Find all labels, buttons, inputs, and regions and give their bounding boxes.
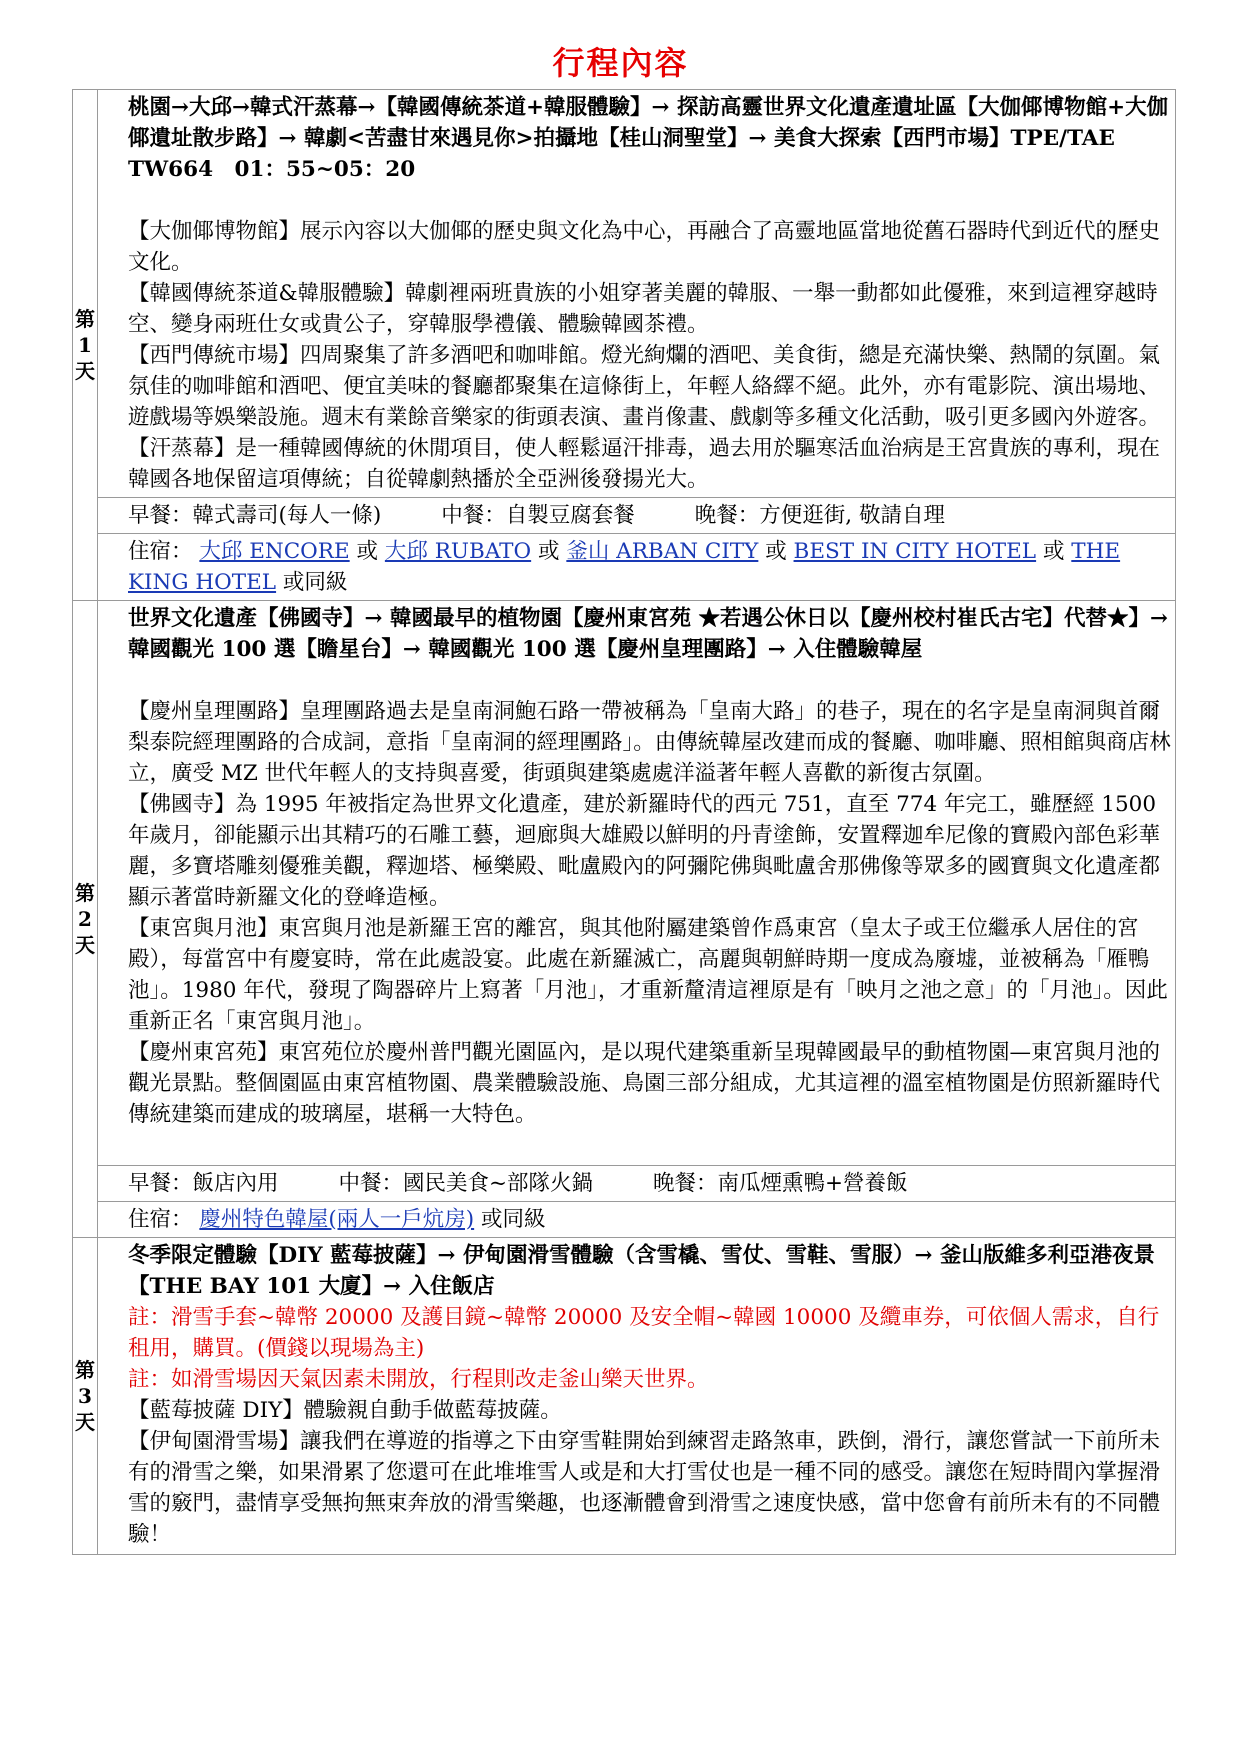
day1-para: 【西門傳統市場】四周聚集了許多酒吧和咖啡館。燈光絢爛的酒吧、美食街，總是充滿快樂、熱鬧的氛圍。氣氛佳的咖啡館和酒吧、便宜美味的餐廳都聚集在這條街上，年輕人絡繹不絕。此外，亦有電影院、演出場地、遊戲場等娛樂設施。週末有業餘音樂家的街頭表演、畫肖像畫、戲劇等多種文化活動，吸引更多國內外遊客。 <box>128 343 1161 430</box>
day1-para: 【韓國傳統茶道&韓服體驗】韓劇裡兩班貴族的小姐穿著美麗的韓服、一舉一動都如此優雅，來到這裡穿越時空、變身兩班仕女或貴公子，穿韓服學禮儀、體驗韓國茶禮。 <box>128 281 1158 337</box>
day3-content <box>98 1238 1176 1555</box>
day3-heading: 冬季限定體驗【DIY 藍莓披薩】→ 伊甸園滑雪體驗（含雪橇、雪仗、雪鞋、雪服）→ 釜山版維多利亞港夜景【THE BAY 101 大廈】→ 入住飯店 <box>128 1243 1156 1299</box>
hotel-link-best-in-city[interactable]: BEST IN CITY HOTEL <box>793 539 1037 564</box>
day3-note: 註：滑雪手套~韓幣 20000 及護目鏡~韓幣 20000 及安全帽~韓國 10000 及纜車券，可依個人需求，自行租用，購買。(價錢以現場為主) <box>128 1305 1160 1361</box>
day2-para: 【東宮與月池】東宮與月池是新羅王宮的離宮，與其他附屬建築曾作爲東宮（皇太子或王位繼承人居住的宮殿），每當宮中有慶宴時，常在此處設宴。此處在新羅滅亡，高麗與朝鮮時期一度成為廢墟，並被稱為「雁鴨池」。1980 年代，發現了陶器碎片上寫著「月池」，才重新釐清這裡原是有「映月之池之意」的「月池」。因此重新正名「東宮與月池」。 <box>128 916 1168 1034</box>
day2-meals-row <box>73 1166 1176 1202</box>
day1-dinner: 晚餐：方便逛街, 敬請自理 <box>694 503 945 528</box>
day2-lunch: 中餐：國民美食~部隊火鍋 <box>338 1171 594 1196</box>
day2-hotel: 住宿： 慶州特色韓屋(兩人一戶炕房) 或同級 <box>98 1202 1176 1238</box>
day1-meals-row <box>73 498 1176 534</box>
day2-heading-row <box>73 601 1176 1166</box>
day2-para: 【慶州皇理團路】皇理團路過去是皇南洞鮑石路一帶被稱為「皇南大路」的巷子，現在的名字是皇南洞與首爾梨泰院經理團路的合成詞，意指「皇南洞的經理團路」。由傳統韓屋改建而成的餐廳、咖啡廳、照相館與商店林立，廣受 MZ 世代年輕人的支持與喜愛，街頭與建築處處洋溢著年輕人喜歡的新復古氛圍。 <box>128 699 1171 786</box>
day3-note: 註：如滑雪場因天氣因素未開放，行程則改走釜山樂天世界。 <box>128 1367 709 1392</box>
day3-row <box>73 1238 1176 1555</box>
day2-hotel-row <box>73 1202 1176 1238</box>
day1-para: 【汗蒸幕】是一種韓國傳統的休閒項目，使人輕鬆逼汗排毒，過去用於驅寒活血治病是王宮貴族的專利，現在韓國各地保留這項傳統；自從韓劇熱播於全亞洲後發揚光大。 <box>128 436 1161 492</box>
day3-para: 【伊甸園滑雪場】讓我們在導遊的指導之下由穿雪鞋開始到練習走路煞車，跌倒，滑行，讓您嘗試一下前所未有的滑雪之樂，如果滑累了您還可在此堆堆雪人或是和大打雪仗也是一種不同的感受。讓您在短時間內掌握滑雪的竅門，盡情享受無拘無束奔放的滑雪樂趣，也逐漸體會到滑雪之速度快感，當中您會有前所未有的不同體驗！ <box>128 1429 1161 1547</box>
hotel-link-rubato[interactable]: 大邱 RUBATO <box>384 539 532 564</box>
day2-para: 【慶州東宮苑】東宮苑位於慶州普門觀光園區內，是以現代建築重新呈現韓國最早的動植物園—東宮與月池的觀光景點。整個園區由東宮植物園、農業體驗設施、鳥園三部分組成，尤其這裡的溫室植物園是仿照新羅時代傳統建築而建成的玻璃屋，堪稱一大特色。 <box>128 1040 1161 1127</box>
hotel-link-arban-city[interactable]: 釜山 ARBAN CITY <box>566 539 759 564</box>
day2-breakfast: 早餐：飯店內用 <box>128 1171 279 1196</box>
hotel-link-the-king[interactable]: THE KING HOTEL <box>128 539 1121 595</box>
day3-label: 第 3 天 <box>73 1238 98 1555</box>
day1-label: 第 1 天 <box>73 90 98 601</box>
day2-content <box>98 601 1176 1166</box>
day3-para: 【藍莓披薩 DIY】體驗親自動手做藍莓披薩。 <box>128 1398 562 1423</box>
day1-hotel: 住宿： 大邱 ENCORE 或 大邱 RUBATO 或 釜山 ARBAN CITY 或 BEST IN CITY HOTEL 或 THE KING HOTEL 或同級 <box>98 534 1176 601</box>
hotel-link-encore[interactable]: 大邱 ENCORE <box>199 539 350 564</box>
itinerary-table <box>72 89 1176 1555</box>
day2-dinner: 晚餐：南瓜煙熏鴨+營養飯 <box>653 1171 908 1196</box>
day1-meals <box>98 498 1176 534</box>
day1-heading: 桃園→大邱→韓式汗蒸幕→【韓國傳統茶道+韓服體驗】→ 探訪高靈世界文化遺產遺址區【大伽倻博物館+大伽倻遺址散步路】→ 韓劇<苦盡甘來遇見你>拍攝地【桂山洞聖堂】→ 美食大探索【西門市場】TPE/TAE TW664 01：55~05：20 <box>128 95 1169 182</box>
day2-para: 【佛國寺】為 1995 年被指定為世界文化遺產，建於新羅時代的西元 751，直至 774 年完工，雖歷經 1500 年歲月，卻能顯示出其精巧的石雕工藝，迴廊與大雄殿以鮮明的丹青塗飾，安置釋迦牟尼像的寶殿內部色彩華麗，多寶塔雕刻優雅美觀，釋迦塔、極樂殿、毗盧殿內的阿彌陀佛與毗盧舍那佛像等眾多的國寶與文化遺產都顯示著當時新羅文化的登峰造極。 <box>128 792 1161 910</box>
hotel-link-gyeongju-hanok[interactable]: 慶州特色韓屋(兩人一戶炕房) <box>199 1207 475 1232</box>
day1-heading-row <box>73 90 1176 498</box>
day2-heading: 世界文化遺產【佛國寺】→ 韓國最早的植物園【慶州東宮苑 ★若遇公休日以【慶州校村崔氏古宅】代替★】→ 韓國觀光 100 選【瞻星台】→ 韓國觀光 100 選【慶州皇理團路】→ 入住體驗韓屋 <box>128 606 1169 662</box>
day2-label: 第 2 天 <box>73 601 98 1238</box>
day1-content <box>98 90 1176 498</box>
day1-hotel-row <box>73 534 1176 601</box>
day1-lunch: 中餐：自製豆腐套餐 <box>441 503 635 528</box>
day1-para: 【大伽倻博物館】展示內容以大伽倻的歷史與文化為中心，再融合了高靈地區當地從舊石器時代到近代的歷史文化。 <box>128 219 1161 275</box>
page-title: 行程內容 <box>552 44 689 82</box>
day1-breakfast: 早餐：韓式壽司(每人一條) <box>128 503 382 528</box>
day2-meals <box>98 1166 1176 1202</box>
